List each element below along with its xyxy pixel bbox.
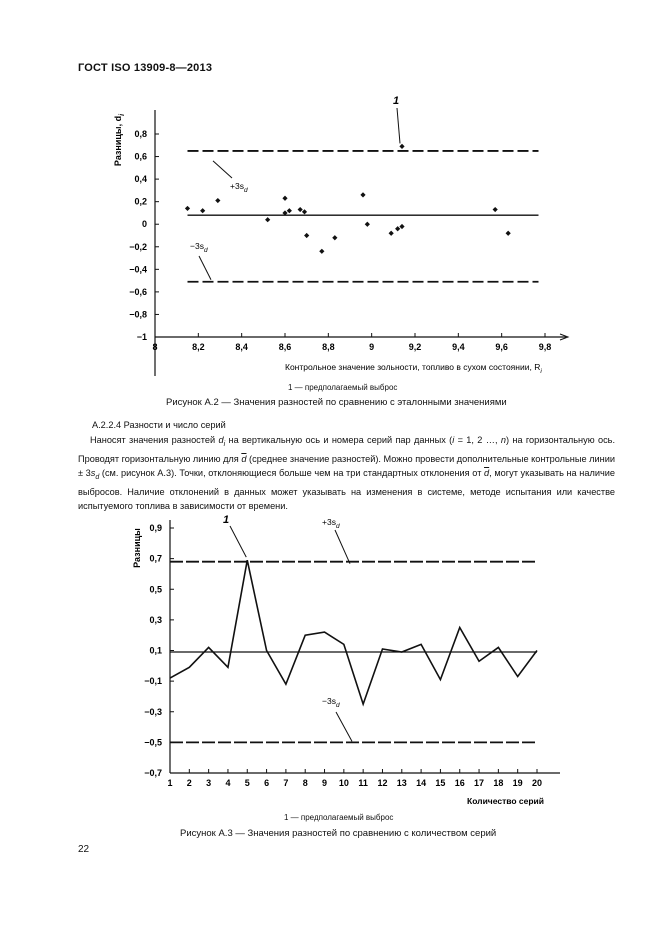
series-line: [170, 560, 537, 704]
y-tick-label: −0,3: [144, 706, 162, 717]
data-point: [200, 208, 205, 213]
y-tick-label: 0,9: [149, 523, 162, 533]
data-point: [287, 208, 292, 213]
x-tick-label: 17: [474, 778, 485, 788]
data-point: [493, 207, 498, 212]
data-point: [319, 249, 324, 254]
x-tick-label: 11: [358, 778, 368, 788]
section-heading: А.2.2.4 Разности и число серий: [92, 420, 226, 430]
x-tick-label: 9,4: [452, 342, 465, 352]
x-tick-label: 6: [264, 778, 270, 788]
y-tick-label: −0,7: [144, 768, 162, 778]
lower-label-leader: [336, 712, 352, 741]
x-tick-label: 20: [531, 778, 543, 788]
x-axis-title: Количество серий: [467, 796, 544, 806]
x-tick-label: 5: [244, 778, 250, 788]
var-d: $d_i$: [218, 435, 226, 448]
x-tick-label: 8: [302, 778, 308, 788]
upper-limit-label: $+3s_d$: [230, 181, 248, 194]
x-tick-label: 9,2: [408, 342, 422, 352]
data-point: [399, 144, 404, 149]
y-tick-label: −0,2: [129, 241, 147, 252]
outlier-marker-label: 1: [223, 514, 230, 526]
para-text-1: Наносят значения разностей: [90, 435, 219, 445]
x-tick-label: 12: [377, 778, 388, 788]
data-point: [265, 217, 270, 222]
y-tick-label: 0,3: [149, 614, 162, 625]
x-tick-label: 9,6: [495, 342, 508, 352]
y-tick-label: 0: [141, 219, 147, 230]
outlier-leader: [230, 526, 246, 557]
var-sd: $s_d$: [90, 467, 100, 481]
data-point: [332, 235, 337, 240]
outlier-leader: [397, 108, 400, 143]
x-tick-label: 2: [186, 778, 192, 788]
y-tick-label: 0,2: [134, 196, 147, 207]
data-point: [302, 209, 307, 214]
var-i: i: [452, 435, 455, 445]
figure-a2-note: 1 — предполагаемый выброс: [288, 383, 398, 392]
x-tick-label: 8,8: [322, 342, 335, 352]
figure-a3-note: 1 — предполагаемый выброс: [284, 813, 394, 822]
var-dbar: $\overline{d}$: [241, 453, 247, 464]
data-point: [389, 231, 394, 236]
lower-limit-label: $-3s_d$: [190, 241, 208, 254]
y-axis-title: Разницы, $d_i$: [113, 113, 126, 167]
y-tick-label: 0,4: [134, 174, 147, 185]
para-text-2: на вертикальную ось и номера серий пар данных (: [225, 435, 453, 445]
y-tick-label: 0,5: [149, 584, 162, 595]
para-text-5: (среднее значение разностей). Можно провести дополнительные контрольные линии ± 3: [78, 453, 615, 478]
data-point: [282, 196, 287, 201]
y-tick-label: −0,4: [129, 264, 147, 275]
x-tick-label: 13: [396, 778, 407, 788]
x-tick-label: 18: [493, 778, 504, 788]
y-tick-label: −0,5: [144, 737, 162, 748]
x-axis-title: Контрольное значение зольности, топливо в сухом состоянии, $R_i$: [285, 362, 542, 375]
x-tick-label: 9: [322, 778, 328, 788]
y-tick-label: −1: [136, 332, 147, 342]
data-point: [399, 224, 404, 229]
y-tick-label: 0,6: [134, 151, 147, 162]
para-text-6: (см. рисунок А.3). Точки, отклоняющиеся больше чем на три стандартных отклонения от: [99, 467, 485, 478]
data-point: [395, 226, 400, 231]
y-tick-label: 0,7: [149, 553, 162, 564]
para-text-4: ) на горизонтальную ось. Проводят горизонтальную линию для: [78, 435, 615, 464]
y-tick-label: 0,8: [134, 129, 147, 139]
x-tick-label: 8,2: [192, 342, 205, 352]
data-point: [506, 231, 511, 236]
var-dbar-2: $\overline{d}$: [484, 467, 490, 478]
document-header: ГОСТ ISO 13909-8—2013: [78, 62, 213, 74]
data-point: [185, 206, 190, 211]
page-number: 22: [78, 844, 90, 855]
y-tick-label: −0,6: [129, 286, 147, 297]
figure-a2-caption: Рисунок А.2 — Значения разностей по сравнению с эталонными значениями: [166, 397, 507, 408]
data-point: [365, 222, 370, 227]
x-tick-label: 7: [283, 778, 289, 788]
outlier-marker-label: 1: [393, 95, 400, 107]
para-text-7: , могут указывать на наличие выбросов. Наличие отклонений в данных может указывать на изменения в системе, методе испытания или качестве испытуемого топлива в зависимости от времени.: [78, 467, 615, 511]
x-tick-label: 9,8: [538, 342, 552, 352]
y-tick-label: −0,1: [144, 676, 162, 687]
data-point: [304, 233, 309, 238]
x-tick-label: 8: [152, 342, 158, 352]
upper-limit-label: $+3s_d$: [322, 517, 340, 530]
y-axis-title: Разницы: [132, 528, 142, 568]
x-tick-label: 10: [338, 778, 349, 788]
data-point: [215, 198, 220, 203]
upper-label-leader: [213, 161, 232, 178]
lower-label-leader: [199, 256, 211, 280]
var-n: n: [500, 435, 506, 445]
x-tick-label: 1: [167, 778, 173, 788]
section-paragraph: [78, 433, 615, 513]
x-tick-label: 8,6: [278, 342, 292, 352]
x-tick-label: 8,4: [235, 342, 248, 352]
x-tick-label: 3: [206, 778, 212, 788]
y-tick-label: 0,1: [149, 645, 162, 656]
upper-label-leader: [335, 530, 350, 564]
x-tick-label: 19: [512, 778, 523, 788]
lower-limit-label: $-3s_d$: [322, 696, 340, 709]
data-point: [360, 192, 365, 197]
data-point: [298, 207, 303, 212]
para-text-3: = 1, 2 …,: [454, 435, 501, 445]
x-tick-label: 15: [435, 778, 446, 788]
figure-a3-caption: Рисунок А.3 — Значения разностей по сравнению с количеством серий: [180, 828, 497, 839]
y-tick-label: −0,8: [129, 309, 147, 320]
x-tick-label: 14: [416, 778, 427, 788]
x-tick-label: 9: [369, 342, 375, 352]
x-tick-label: 4: [225, 778, 231, 788]
x-tick-label: 16: [454, 778, 465, 788]
